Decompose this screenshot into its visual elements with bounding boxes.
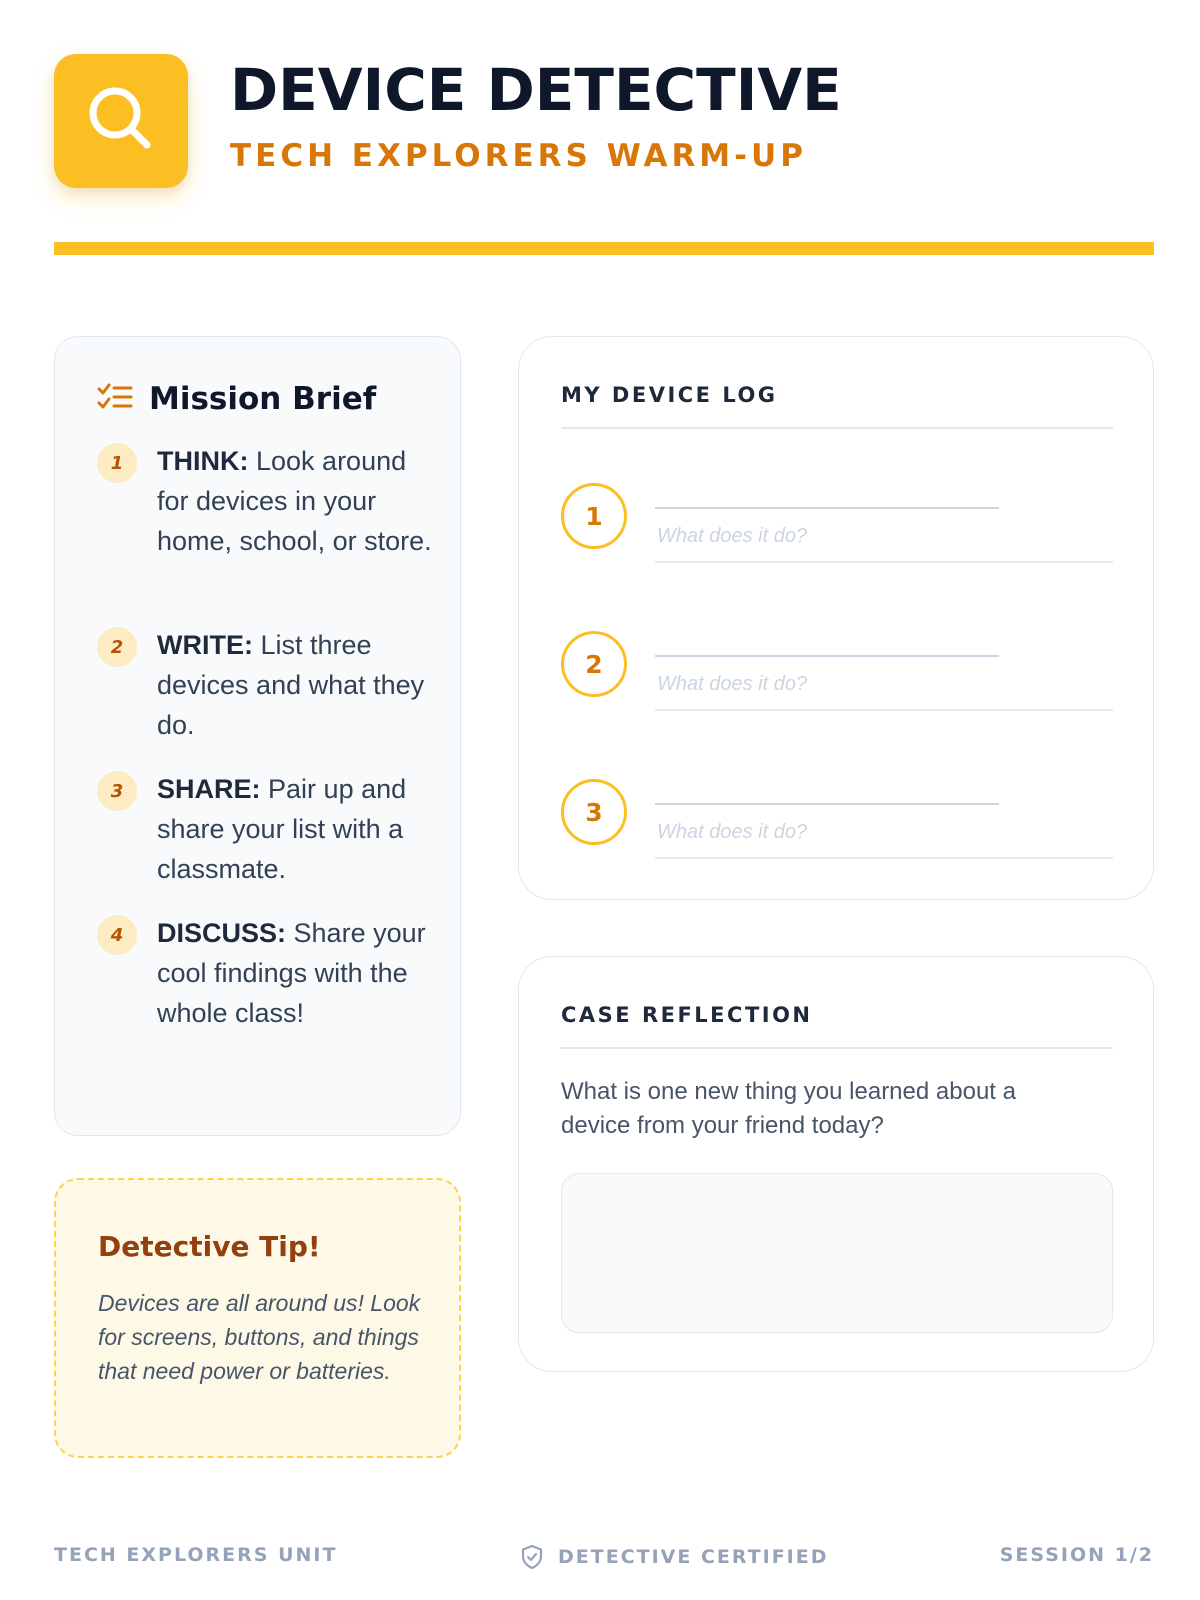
entry-number: 3 [561,779,627,845]
step-keyword: DISCUSS: [157,918,287,948]
logo-badge [54,54,188,188]
device-name-field[interactable] [655,655,999,657]
reflection-question: What is one new thing you learned about a device from your friend today? [561,1078,1016,1139]
case-reflection-card [518,956,1154,1372]
footer-session: SESSION 1/2 [999,1544,1154,1566]
device-name-field[interactable] [655,507,999,509]
device-name-field[interactable] [655,803,999,805]
device-description-field[interactable] [655,709,1113,711]
device-log-entry [561,779,1113,879]
device-log-entry [561,631,1113,731]
entry-hint: What does it do? [657,525,808,547]
entry-number: 1 [561,483,627,549]
detective-tip-card [54,1178,461,1458]
case-reflection-label: CASE REFLECTION [561,1003,813,1027]
device-log-card [518,336,1154,900]
entry-hint: What does it do? [657,821,808,843]
step-number: 1 [97,443,137,483]
footer-certified-label: DETECTIVE CERTIFIED [558,1546,829,1568]
divider [561,1047,1113,1049]
entry-hint: What does it do? [657,673,808,695]
divider [561,427,1113,429]
step-description: Pair up and share your list with a classmate. [157,774,407,884]
device-log-entry [561,483,1113,583]
step-description: List three devices and what they do. [157,630,425,740]
device-description-field[interactable] [655,857,1113,859]
page-subtitle: TECH EXPLORERS WARM-UP [230,138,807,174]
tip-text: Devices are all around us! Look for screens, buttons, and things that need power or batteries. [98,1290,421,1384]
step-text [157,913,437,1033]
shield-check-icon [520,1544,544,1570]
step-keyword: WRITE: [157,630,253,660]
page-title: DEVICE DETECTIVE [230,56,842,124]
mission-brief-header [97,381,376,417]
entry-number: 2 [561,631,627,697]
step-text [157,625,437,745]
checklist-icon [97,382,133,416]
header-divider [54,242,1154,255]
reflection-answer-box[interactable] [561,1173,1113,1333]
step-description: Look around for devices in your home, school, or store. [157,446,432,556]
step-number: 3 [97,771,137,811]
step-text [157,769,437,889]
step-number: 4 [97,915,137,955]
step-number: 2 [97,627,137,667]
mission-brief-card [54,336,461,1136]
footer-certified [520,1544,829,1570]
footer-unit: TECH EXPLORERS UNIT [54,1544,338,1566]
step-keyword: THINK: [157,446,249,476]
device-description-field[interactable] [655,561,1113,563]
step-description: Share your cool findings with the whole class! [157,918,426,1028]
tip-title: Detective Tip! [98,1230,321,1263]
mission-brief-title: Mission Brief [149,381,377,417]
device-log-label: MY DEVICE LOG [561,383,778,407]
step-keyword: SHARE: [157,774,261,804]
magnifying-glass-icon [81,79,161,163]
page-header [54,54,1154,254]
step-text [157,441,437,561]
